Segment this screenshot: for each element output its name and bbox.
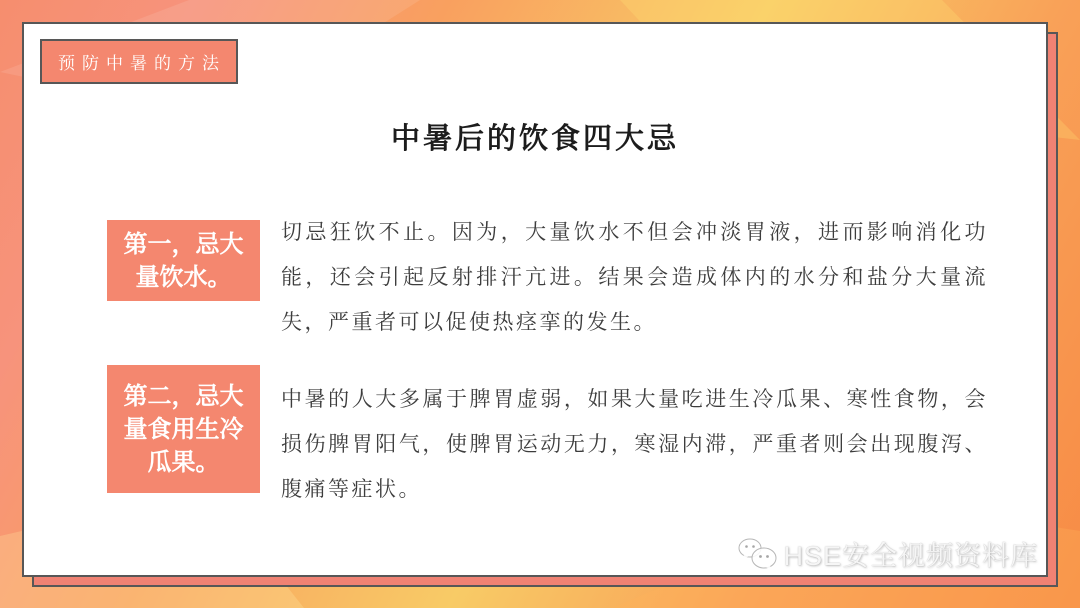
section-2-body: 中暑的人大多属于脾胃虚弱，如果大量吃进生冷瓜果、寒性食物，会损伤脾胃阳气，使脾胃运动无力，寒湿内滞，严重者则会出现腹泻、腹痛等症状。 <box>281 387 988 501</box>
page-title: 中暑后的饮食四大忌 <box>390 123 679 155</box>
section-2-label-box <box>107 365 260 493</box>
section-1-body: 切忌狂饮不止。因为，大量饮水不但会冲淡胃液，进而影响消化功能，还会引起反射排汗亢进。结果会造成体内的水分和盐分大量流失，严重者可以促使热痉挛的发生。 <box>281 220 988 334</box>
slide-card <box>22 22 1048 577</box>
watermark-text: HSE安全视频资料库 <box>783 541 1038 571</box>
wechat-logo-icon <box>737 537 779 571</box>
section-1-label: 第一，忌大量饮水。 <box>123 230 244 291</box>
topic-tag <box>40 39 238 84</box>
topic-tag-label: 预防中暑的方法 <box>58 54 226 73</box>
section-2-label: 第二，忌大量食用生冷瓜果。 <box>123 382 244 476</box>
section-1-label-box <box>107 220 260 301</box>
watermark <box>737 534 1038 573</box>
